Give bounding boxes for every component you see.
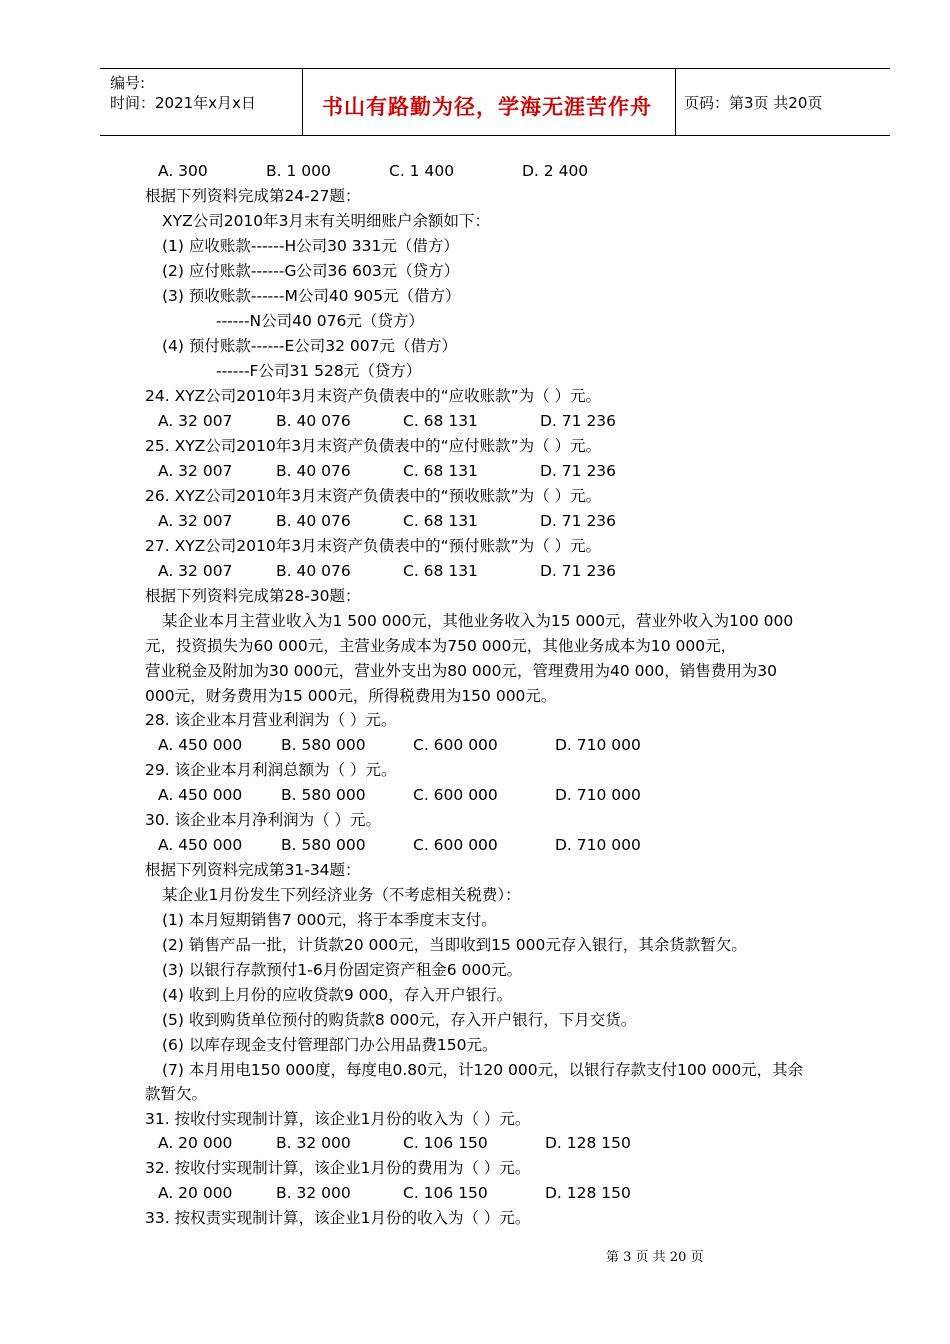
section-intro: 根据下列资料完成第24-27题： <box>145 187 361 205</box>
question-31: 31. 按收付实现制计算，该企业1月份的收入为（ ）元。 <box>145 1110 531 1128</box>
option: A. 450 000 <box>158 786 243 804</box>
account-line: (4) 预付账款------E公司32 007元（借方） <box>162 337 457 355</box>
option: B. 40 076 <box>276 412 351 430</box>
question-32: 32. 按收付实现制计算，该企业1月份的费用为（ ）元。 <box>145 1159 531 1177</box>
header-divider <box>675 69 676 135</box>
option: C. 106 150 <box>403 1184 488 1202</box>
slogan: 书山有路勤为径，学海无涯苦作舟 <box>322 95 652 119</box>
section-intro: 根据下列资料完成第28-30题： <box>145 587 361 605</box>
paragraph: XYZ公司2010年3月末有关明细账户余额如下： <box>162 212 491 230</box>
question-28: 28. 该企业本月营业利润为（ ）元。 <box>145 711 397 729</box>
page-label: 页码：第3页 共20页 <box>684 94 823 112</box>
option: C. 600 000 <box>413 786 498 804</box>
option: C. 68 131 <box>403 512 478 530</box>
business-item: (7) 本月用电150 000度，每度电0.80元，计120 000元，以银行存款支付100 000元，其余 <box>162 1061 804 1079</box>
option: D. 71 236 <box>540 512 617 530</box>
option: C. 600 000 <box>413 736 498 754</box>
option: D. 710 000 <box>555 736 641 754</box>
option: B. 1 000 <box>266 162 331 180</box>
paragraph: 某企业本月主营业收入为1 500 000元，其他业务收入为15 000元，营业外收入为100 000 <box>162 612 794 630</box>
option: C. 600 000 <box>413 836 498 854</box>
question-26: 26. XYZ公司2010年3月末资产负债表中的“预收账款”为（ ）元。 <box>145 487 602 505</box>
option: B. 580 000 <box>281 786 366 804</box>
business-item: (5) 收到购货单位预付的购货款8 000元，存入开户银行，下月交货。 <box>162 1011 637 1029</box>
option: A. 450 000 <box>158 836 243 854</box>
question-25: 25. XYZ公司2010年3月末资产负债表中的“应付账款”为（ ）元。 <box>145 437 602 455</box>
option: D. 71 236 <box>540 462 617 480</box>
option: D. 71 236 <box>540 412 617 430</box>
option: B. 580 000 <box>281 736 366 754</box>
paragraph: 000元，财务费用为15 000元，所得税费用为150 000元。 <box>145 687 557 705</box>
business-item: (4) 收到上月份的应收贷款9 000，存入开户银行。 <box>162 986 513 1004</box>
page-footer: 第 3 页 共 20 页 <box>606 1250 704 1265</box>
option: C. 68 131 <box>403 462 478 480</box>
option: A. 32 007 <box>158 462 233 480</box>
business-item: 款暂欠。 <box>145 1085 208 1103</box>
account-line: (2) 应付账款------G公司36 603元（贷方） <box>162 262 460 280</box>
option: A. 20 000 <box>158 1184 233 1202</box>
account-line: ------F公司31 528元（贷方） <box>216 362 422 380</box>
serial-label: 编号: <box>110 74 146 92</box>
question-33: 33. 按权责实现制计算，该企业1月份的收入为（ ）元。 <box>145 1209 531 1227</box>
account-line: (1) 应收账款------H公司30 331元（借方） <box>162 237 459 255</box>
option: D. 128 150 <box>545 1134 631 1152</box>
paragraph: 某企业1月份发生下列经济业务（不考虑相关税费）： <box>162 886 521 904</box>
option: D. 2 400 <box>522 162 589 180</box>
paragraph: 营业税金及附加为30 000元，营业外支出为80 000元，管理费用为40 000，销售费用为30 <box>145 662 777 680</box>
time-label: 时间：2021年x月x日 <box>110 94 256 112</box>
option: C. 68 131 <box>403 412 478 430</box>
option: C. 68 131 <box>403 562 478 580</box>
option: B. 32 000 <box>276 1134 351 1152</box>
option: B. 40 076 <box>276 462 351 480</box>
option: B. 40 076 <box>276 512 351 530</box>
question-24: 24. XYZ公司2010年3月末资产负债表中的“应收账款”为（ ）元。 <box>145 387 602 405</box>
question-30: 30. 该企业本月净利润为（ ）元。 <box>145 811 382 829</box>
option: A. 300 <box>158 162 208 180</box>
option: C. 1 400 <box>389 162 455 180</box>
business-item: (3) 以银行存款预付1-6月份固定资产租金6 000元。 <box>162 961 523 979</box>
question-29: 29. 该企业本月利润总额为（ ）元。 <box>145 761 397 779</box>
account-line: ------N公司40 076元（贷方） <box>216 312 424 330</box>
option: A. 450 000 <box>158 736 243 754</box>
option: C. 106 150 <box>403 1134 488 1152</box>
section-intro: 根据下列资料完成第31-34题： <box>145 861 361 879</box>
paragraph: 元，投资损失为60 000元，主营业务成本为750 000元，其他业务成本为10 000元， <box>145 637 737 655</box>
option: D. 128 150 <box>545 1184 631 1202</box>
option: D. 710 000 <box>555 836 641 854</box>
option: A. 32 007 <box>158 412 233 430</box>
header-divider <box>302 69 303 135</box>
business-item: (6) 以库存现金支付管理部门办公用品费150元。 <box>162 1036 498 1054</box>
question-27: 27. XYZ公司2010年3月末资产负债表中的“预付账款”为（ ）元。 <box>145 537 602 555</box>
option: D. 71 236 <box>540 562 617 580</box>
option: B. 580 000 <box>281 836 366 854</box>
option: B. 40 076 <box>276 562 351 580</box>
option: A. 32 007 <box>158 512 233 530</box>
account-line: (3) 预收账款------M公司40 905元（借方） <box>162 287 461 305</box>
page-header <box>100 68 890 136</box>
option: B. 32 000 <box>276 1184 351 1202</box>
option: A. 32 007 <box>158 562 233 580</box>
option: D. 710 000 <box>555 786 641 804</box>
business-item: (2) 销售产品一批，计货款20 000元，当即收到15 000元存入银行，其余货款暂欠。 <box>162 936 747 954</box>
business-item: (1) 本月短期销售7 000元，将于本季度末支付。 <box>162 911 497 929</box>
option: A. 20 000 <box>158 1134 233 1152</box>
